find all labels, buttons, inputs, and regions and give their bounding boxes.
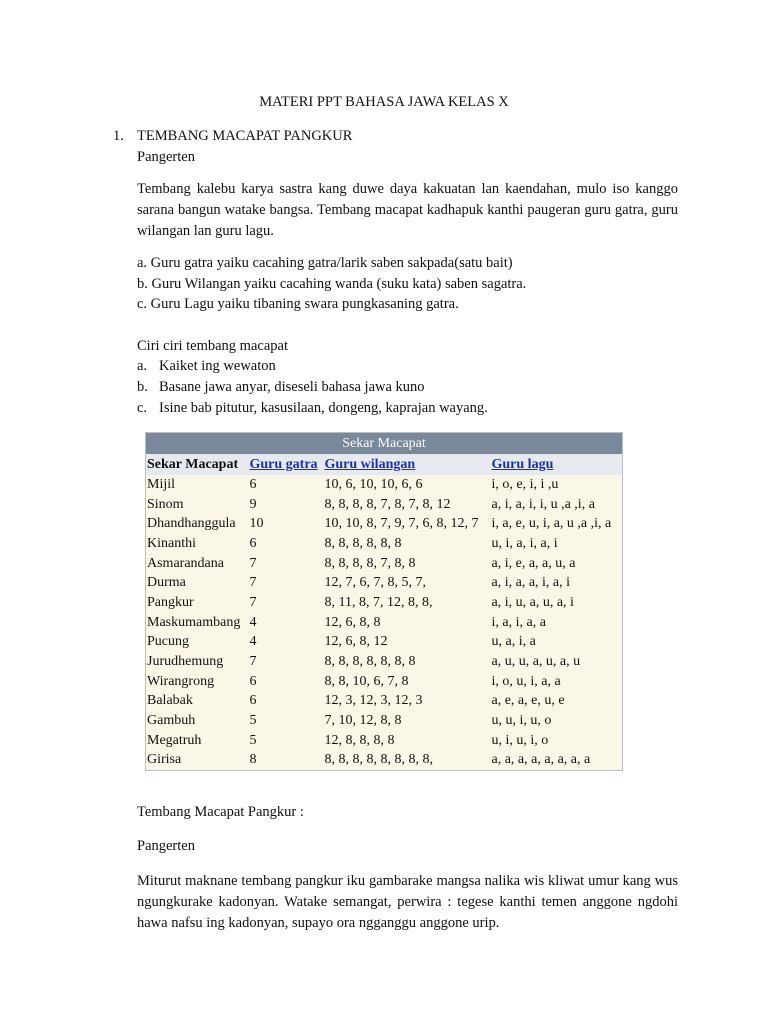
- cell-guru-wilangan: 8, 8, 10, 6, 7, 8: [324, 672, 491, 692]
- table-row: [146, 514, 623, 534]
- table-row: [146, 475, 623, 495]
- cell-guru-wilangan: 8, 8, 8, 8, 7, 8, 8: [324, 554, 491, 574]
- cell-sekar: Maskumambang: [146, 613, 249, 633]
- rule-item: a. Guru gatra yaiku cacahing gatra/larik saben sakpada(satu bait): [137, 255, 513, 271]
- cell-guru-lagu: i, a, i, a, a: [491, 613, 623, 633]
- cell-guru-lagu: i, a, e, u, i, a, u ,a ,i, a: [491, 514, 623, 534]
- rule-item: b. Guru Wilangan yaiku cacahing wanda (suku kata) saben sagatra.: [137, 276, 527, 292]
- cell-guru-gatra: 6: [249, 672, 324, 692]
- cell-guru-wilangan: 8, 11, 8, 7, 12, 8, 8,: [324, 593, 491, 613]
- cell-guru-gatra: 7: [249, 554, 324, 574]
- cell-guru-lagu: a, u, u, a, u, a, u: [491, 652, 623, 672]
- cell-guru-wilangan: 8, 8, 8, 8, 8, 8, 8, 8,: [324, 751, 491, 771]
- cell-sekar: Dhandhanggula: [146, 514, 249, 534]
- sekar-macapat-table: [145, 432, 623, 771]
- cell-guru-lagu: u, i, a, i, a, i: [491, 534, 623, 554]
- cell-guru-gatra: 7: [249, 652, 324, 672]
- rule-item: c. Guru Lagu yaiku tibaning swara pungkasaning gatra.: [137, 296, 459, 312]
- cell-sekar: Megatruh: [146, 731, 249, 751]
- cell-guru-gatra: 7: [249, 573, 324, 593]
- cell-sekar: Durma: [146, 573, 249, 593]
- header-guru-gatra-link[interactable]: Guru gatra: [249, 456, 318, 472]
- document-title: MATERI PPT BAHASA JAWA KELAS X: [259, 94, 509, 110]
- cell-sekar: Kinanthi: [146, 534, 249, 554]
- pangkur-heading: Tembang Macapat Pangkur :: [137, 804, 304, 820]
- ciri-text: Kaiket ing wewaton: [159, 358, 276, 374]
- section-heading: TEMBANG MACAPAT PANGKUR: [137, 128, 353, 144]
- ciri-title: Ciri ciri tembang macapat: [137, 338, 288, 354]
- header-guru-lagu-link[interactable]: Guru lagu: [491, 456, 554, 472]
- header-guru-wilangan-link[interactable]: Guru wilangan: [324, 456, 416, 472]
- table-row: [146, 573, 623, 593]
- cell-sekar: Mijil: [146, 475, 249, 495]
- cell-sekar: Pucung: [146, 633, 249, 653]
- table-row: [146, 534, 623, 554]
- cell-guru-lagu: i, o, u, i, a, a: [491, 672, 623, 692]
- cell-sekar: Asmarandana: [146, 554, 249, 574]
- table-header-row: [146, 454, 623, 475]
- table-row: [146, 751, 623, 771]
- cell-sekar: Jurudhemung: [146, 652, 249, 672]
- table-row: [146, 711, 623, 731]
- cell-guru-lagu: a, i, a, i, i, u ,a ,i, a: [491, 495, 623, 515]
- cell-guru-gatra: 6: [249, 692, 324, 712]
- table-row: [146, 692, 623, 712]
- cell-guru-gatra: 10: [249, 514, 324, 534]
- cell-guru-lagu: u, u, i, u, o: [491, 711, 623, 731]
- section-subheading: Pangerten: [137, 149, 195, 165]
- cell-guru-wilangan: 7, 10, 12, 8, 8: [324, 711, 491, 731]
- cell-guru-lagu: a, e, a, e, u, e: [491, 692, 623, 712]
- cell-guru-wilangan: 12, 7, 6, 7, 8, 5, 7,: [324, 573, 491, 593]
- table-row: [146, 672, 623, 692]
- cell-guru-gatra: 8: [249, 751, 324, 771]
- cell-guru-gatra: 6: [249, 475, 324, 495]
- cell-guru-gatra: 5: [249, 711, 324, 731]
- cell-guru-gatra: 4: [249, 633, 324, 653]
- table-row: [146, 613, 623, 633]
- cell-guru-wilangan: 12, 8, 8, 8, 8: [324, 731, 491, 751]
- cell-guru-wilangan: 12, 3, 12, 3, 12, 3: [324, 692, 491, 712]
- cell-guru-lagu: a, i, e, a, a, u, a: [491, 554, 623, 574]
- ciri-label: b.: [137, 379, 148, 395]
- cell-guru-gatra: 6: [249, 534, 324, 554]
- cell-guru-gatra: 4: [249, 613, 324, 633]
- cell-sekar: Sinom: [146, 495, 249, 515]
- cell-guru-gatra: 7: [249, 593, 324, 613]
- cell-guru-wilangan: 8, 8, 8, 8, 8, 8, 8: [324, 652, 491, 672]
- cell-guru-lagu: u, i, u, i, o: [491, 731, 623, 751]
- cell-guru-lagu: u, a, i, a: [491, 633, 623, 653]
- table-row: [146, 633, 623, 653]
- pangkur-subheading: Pangerten: [137, 838, 195, 854]
- ciri-label: a.: [137, 358, 148, 374]
- table-caption: Sekar Macapat: [146, 433, 623, 455]
- cell-guru-gatra: 5: [249, 731, 324, 751]
- cell-guru-wilangan: 8, 8, 8, 8, 8, 8: [324, 534, 491, 554]
- cell-sekar: Balabak: [146, 692, 249, 712]
- cell-guru-wilangan: 12, 6, 8, 8: [324, 613, 491, 633]
- cell-guru-lagu: a, i, a, a, i, a, i: [491, 573, 623, 593]
- cell-guru-wilangan: 10, 10, 8, 7, 9, 7, 6, 8, 12, 7: [324, 514, 491, 534]
- cell-guru-lagu: i, o, e, i, i ,u: [491, 475, 623, 495]
- table-row: [146, 554, 623, 574]
- cell-guru-wilangan: 12, 6, 8, 12: [324, 633, 491, 653]
- cell-sekar: Wirangrong: [146, 672, 249, 692]
- cell-guru-wilangan: 10, 6, 10, 10, 6, 6: [324, 475, 491, 495]
- table-row: [146, 495, 623, 515]
- cell-sekar: Gambuh: [146, 711, 249, 731]
- ciri-label: c.: [137, 400, 148, 416]
- cell-guru-lagu: a, a, a, a, a, a, a, a: [491, 751, 623, 771]
- table-row: [146, 593, 623, 613]
- section-number: 1.: [113, 128, 124, 144]
- cell-guru-gatra: 9: [249, 495, 324, 515]
- intro-paragraph: Tembang kalebu karya sastra kang duwe daya kakuatan lan kaendahan, mulo iso kanggo sarana bangun watake bangsa. Tembang macapat kadhapuk kanthi paugeran guru gatra, guru wilangan lan guru lagu.: [137, 181, 678, 239]
- header-sekar-macapat: Sekar Macapat: [146, 454, 249, 475]
- ciri-text: Isine bab pitutur, kasusilaan, dongeng, kaprajan wayang.: [159, 400, 488, 416]
- cell-guru-lagu: a, i, u, a, u, a, i: [491, 593, 623, 613]
- cell-sekar: Girisa: [146, 751, 249, 771]
- table-row: [146, 652, 623, 672]
- cell-guru-wilangan: 8, 8, 8, 8, 7, 8, 7, 8, 12: [324, 495, 491, 515]
- ciri-text: Basane jawa anyar, diseseli bahasa jawa kuno: [159, 379, 425, 395]
- cell-sekar: Pangkur: [146, 593, 249, 613]
- pangkur-paragraph: Miturut maknane tembang pangkur iku gambarake mangsa nalika wis kliwat umur kang wus ngungkurake kadonyan. Watake semangat, perwira : tegese kanthi temen anggone ngdohi hawa nafsu ing kadonyan, supayo ora ngganggu anggone urip.: [137, 873, 678, 931]
- table-row: [146, 731, 623, 751]
